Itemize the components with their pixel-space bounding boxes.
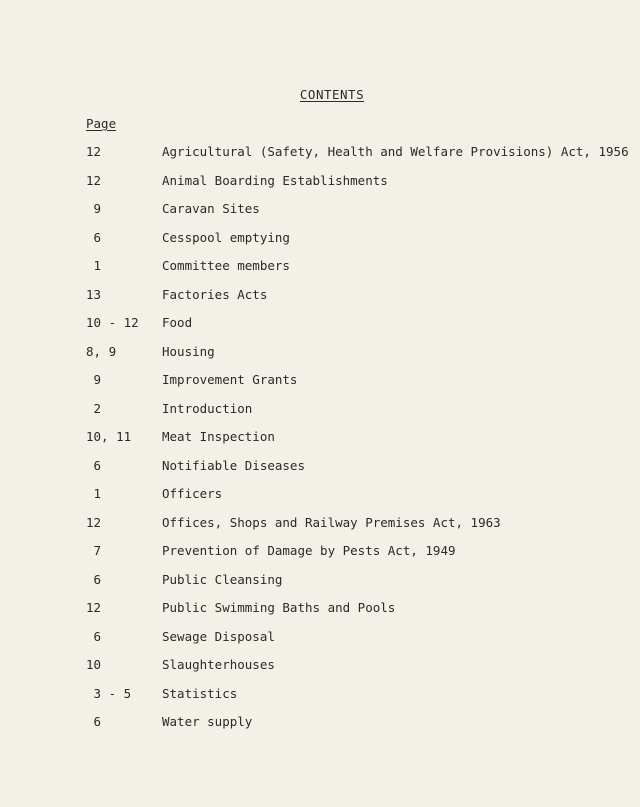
contents-entry	[0, 258, 640, 287]
entry-subject: Public Swimming Baths and Pools	[162, 600, 396, 615]
entry-page-number: 1	[86, 258, 102, 273]
contents-entry	[0, 458, 640, 487]
entry-subject: Slaughterhouses	[162, 657, 275, 672]
entry-page-number: 7	[86, 543, 102, 558]
entry-subject: Caravan Sites	[162, 201, 260, 216]
entry-subject: Prevention of Damage by Pests Act, 1949	[162, 543, 456, 558]
entry-subject: Officers	[162, 486, 223, 501]
entry-page-number: 9	[86, 372, 102, 387]
entry-subject: Water supply	[162, 714, 253, 729]
contents-entry	[0, 173, 640, 202]
entry-subject: Public Cleansing	[162, 571, 283, 587]
entry-subject: Factories Acts	[162, 286, 268, 302]
entry-subject: Meat Inspection	[162, 429, 275, 444]
entry-page-number: 10 - 12	[86, 315, 139, 330]
entry-page-number: 1	[86, 486, 102, 501]
entry-subject: Committee members	[162, 258, 290, 273]
entry-page-number: 12	[86, 144, 102, 159]
contents-entry	[0, 515, 640, 544]
entry-page-number: 8, 9	[86, 343, 117, 359]
contents-entry	[0, 230, 640, 259]
contents-entry	[0, 714, 640, 743]
entry-subject: Cesspool emptying	[162, 229, 290, 245]
entry-subject: Food	[162, 315, 193, 330]
entry-page-number: 12	[86, 600, 102, 615]
entry-subject: Notifiable Diseases	[162, 457, 305, 473]
contents-entry	[0, 657, 640, 686]
contents-entry	[0, 600, 640, 629]
contents-entry	[0, 287, 640, 316]
entry-subject: Introduction	[162, 400, 253, 416]
entry-page-number: 12	[86, 172, 102, 188]
entry-page-number: 2	[86, 400, 102, 416]
entry-page-number: 6	[86, 714, 102, 729]
entry-subject: Statistics	[162, 685, 238, 701]
contents-entry	[0, 201, 640, 230]
entry-page-number: 6	[86, 571, 102, 587]
contents-entry	[0, 429, 640, 458]
entry-page-number: 6	[86, 457, 102, 473]
entry-page-number: 10, 11	[86, 429, 132, 444]
contents-entry	[0, 401, 640, 430]
entry-subject: Agricultural (Safety, Health and Welfare Provisions) Act, 1956	[162, 144, 629, 159]
contents-entry	[0, 686, 640, 715]
entry-page-number: 3 - 5	[86, 685, 132, 701]
entry-page-number: 10	[86, 657, 102, 672]
contents-entry	[0, 486, 640, 515]
page-column-heading: Page	[86, 116, 117, 131]
entry-subject: Sewage Disposal	[162, 628, 275, 644]
entry-page-number: 12	[86, 514, 102, 530]
entry-subject: Animal Boarding Establishments	[162, 172, 388, 188]
contents-entry	[0, 315, 640, 344]
contents-list	[0, 144, 640, 743]
contents-entry	[0, 144, 640, 173]
entry-subject: Improvement Grants	[162, 372, 298, 387]
entry-subject: Housing	[162, 343, 215, 359]
entry-subject: Offices, Shops and Railway Premises Act, 1963	[162, 514, 501, 530]
contents-entry	[0, 372, 640, 401]
entry-page-number: 13	[86, 286, 102, 302]
contents-entry	[0, 344, 640, 373]
contents-title: CONTENTS	[299, 87, 365, 102]
entry-page-number: 6	[86, 628, 102, 644]
contents-entry	[0, 629, 640, 658]
entry-page-number: 6	[86, 229, 102, 245]
contents-entry	[0, 572, 640, 601]
entry-page-number: 9	[86, 201, 102, 216]
contents-entry	[0, 543, 640, 572]
